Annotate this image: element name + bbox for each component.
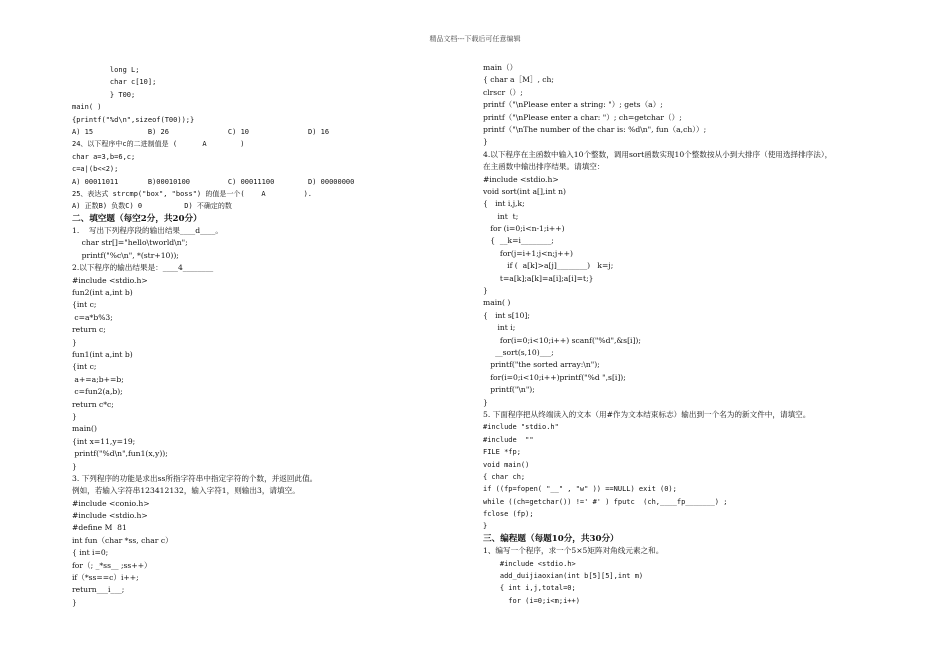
text-line: FILE *fp; bbox=[483, 448, 521, 457]
text-line: a+=a;b+=b; bbox=[72, 374, 124, 384]
text-line: for (i=0;i<n-1;i++) bbox=[483, 224, 565, 234]
text-line: { char a［M］, ch; bbox=[483, 75, 554, 85]
text-line: A) 00011011 B)00010100 C) 00011100 D) 00000000 bbox=[72, 177, 355, 186]
text-line: { int i,j,total=0; bbox=[483, 584, 576, 593]
text-line: #define M 81 bbox=[72, 523, 127, 533]
text-line: printf("%c\n", *(str+10)); bbox=[72, 250, 179, 260]
page-header: 精品文档---下载后可任意编辑 bbox=[429, 35, 521, 43]
text-line: } bbox=[72, 337, 77, 347]
text-line: for(j=i+1;j<n;j++) bbox=[483, 248, 573, 258]
text-line: return c; bbox=[72, 325, 106, 335]
section-heading: 三、编程题（每题10分，共30分） bbox=[483, 533, 619, 544]
text-line: #include <stdio.h> bbox=[483, 559, 576, 568]
left-column bbox=[72, 64, 472, 609]
text-line: return___i___; bbox=[72, 585, 125, 595]
text-line: 3. 下列程序的功能是求出ss所指字符串中指定字符的个数，并返回此值。 bbox=[72, 473, 318, 483]
text-line: } bbox=[483, 137, 488, 147]
text-line: add_duijiaoxian(int b[5][5],int m) bbox=[483, 572, 644, 581]
text-line: { char ch; bbox=[483, 472, 526, 481]
text-line: c=fun2(a,b); bbox=[72, 387, 123, 397]
text-line: for(i=0;i<10;i++)printf("%d ",s[i]); bbox=[483, 372, 626, 382]
text-line: main( ) bbox=[483, 298, 511, 308]
text-line: { int i=0; bbox=[72, 548, 109, 558]
text-line: 在主函数中输出排序结果。请填空： bbox=[483, 162, 605, 172]
text-line: fun1(int a,int b) bbox=[72, 349, 133, 359]
right-column bbox=[483, 62, 903, 607]
text-line: main() bbox=[72, 424, 97, 434]
text-line: if ( a[k]>a[j]________) k=j; bbox=[483, 261, 614, 271]
text-line: fun2(int a,int b) bbox=[72, 288, 133, 298]
text-line: printf（"\nPlease enter a char: "）; ch=getchar（）; bbox=[483, 112, 682, 122]
text-line: main( ) bbox=[72, 103, 102, 112]
text-line: 1. 写出下列程序段的输出结果____d____。 bbox=[72, 226, 223, 236]
text-line: #include <stdio.h> bbox=[483, 174, 559, 184]
text-line: __sort(s,10)___; bbox=[483, 347, 554, 357]
text-line: {int c; bbox=[72, 362, 97, 372]
text-line: {int x=11,y=19; bbox=[72, 436, 136, 446]
text-line: fclose (fp); bbox=[483, 510, 534, 519]
text-line: clrscr（）; bbox=[483, 87, 523, 97]
text-line: { int i,j,k; bbox=[483, 199, 525, 209]
text-line: if ((fp=fopen( "__" , "w" )) ==NULL) exit (0); bbox=[483, 485, 677, 494]
text-line: for（; _*ss__ ;ss++） bbox=[72, 560, 152, 570]
text-line: { int s[10]; bbox=[483, 310, 530, 320]
text-line: 4.以下程序在主函数中输入10个整数，调用sort函数实现10个整数按从小到大排序（使用选择排序法）， bbox=[483, 149, 833, 159]
text-line: while ((ch=getchar()) !=' #' ) fputc (ch,____fp_______) ; bbox=[483, 497, 728, 506]
text-line: for (i=0;i<m;i++) bbox=[483, 596, 580, 605]
text-line: if（*ss==c）i++; bbox=[72, 573, 139, 583]
text-line: #include <stdio.h> bbox=[72, 275, 148, 285]
text-line: char c[10]; bbox=[72, 78, 157, 87]
section-heading: 二、填空题（每空2分，共20分） bbox=[72, 213, 202, 224]
text-line: void main() bbox=[483, 460, 530, 469]
text-line: #include "stdio.h" bbox=[483, 423, 559, 432]
text-line: int i; bbox=[483, 323, 516, 333]
text-line: A) 正数B) 负数C) 0 D) 不确定的数 bbox=[72, 202, 232, 211]
text-line: #include "" bbox=[483, 435, 534, 444]
text-line: } bbox=[72, 461, 77, 471]
text-line: main（） bbox=[483, 63, 518, 72]
text-line: c=a|(b<<2); bbox=[72, 165, 119, 174]
text-line: 25、表达式 strcmp("box", "boss") 的值是一个( A ). bbox=[72, 189, 313, 198]
text-line: int fun（char *ss, char c） bbox=[72, 535, 173, 545]
text-line: printf（"\nPlease enter a string: "）; gets（a）; bbox=[483, 100, 663, 110]
text-line: t=a[k];a[k]=a[i];a[i]=t;} bbox=[483, 273, 594, 283]
text-line: 5. 下面程序把从终端读入的文本（用#作为文本结束标志）输出到一个名为的新文件中，请填空。 bbox=[483, 409, 811, 419]
text-line: { __k=i________; bbox=[483, 236, 554, 246]
text-line: } bbox=[483, 286, 488, 296]
text-line: for(i=0;i<10;i++) scanf("%d",&s[i]); bbox=[483, 335, 641, 345]
text-line: long L; bbox=[72, 66, 140, 74]
text-line: return c*c; bbox=[72, 399, 114, 409]
text-line: } T00; bbox=[72, 90, 136, 99]
text-line: printf（"\nThe number of the char is: %d\n", fun（a,ch））; bbox=[483, 124, 707, 134]
text-line: printf("\n"); bbox=[483, 385, 535, 395]
text-line: void sort(int a[],int n) bbox=[483, 186, 566, 196]
text-line: 1、编写一个程序，求一个5×5矩阵对角线元素之和。 bbox=[483, 546, 664, 556]
text-line: 例如，若输入字符串123412132，输入字符1，则输出3，请填空。 bbox=[72, 486, 300, 496]
text-line: {printf("%d\n",sizeof(T00));} bbox=[72, 115, 195, 124]
text-line: } bbox=[483, 522, 488, 531]
text-line: 2.以下程序的输出结果是：____4________ bbox=[72, 263, 214, 273]
text-line: printf("%d\n",fun1(x,y)); bbox=[72, 449, 168, 459]
text-line: #include <conio.h> bbox=[72, 498, 150, 508]
text-line: printf("the sorted array:\n"); bbox=[483, 360, 600, 370]
text-line: 24、以下程序中c的二进制值是 ( A ) bbox=[72, 140, 245, 149]
text-line: char str[]="hello\tworld\n"; bbox=[72, 238, 188, 248]
text-line: char a=3,b=6,c; bbox=[72, 152, 136, 161]
text-line: {int c; bbox=[72, 300, 97, 310]
text-line: } bbox=[483, 397, 488, 407]
text-line: } bbox=[72, 411, 77, 421]
text-line: c=a*b%3; bbox=[72, 312, 113, 322]
text-line: } bbox=[72, 597, 77, 607]
text-line: #include <stdio.h> bbox=[72, 511, 148, 521]
text-line: int t; bbox=[483, 211, 519, 221]
text-line: A) 15 B) 26 C) 10 D) 16 bbox=[72, 127, 330, 136]
